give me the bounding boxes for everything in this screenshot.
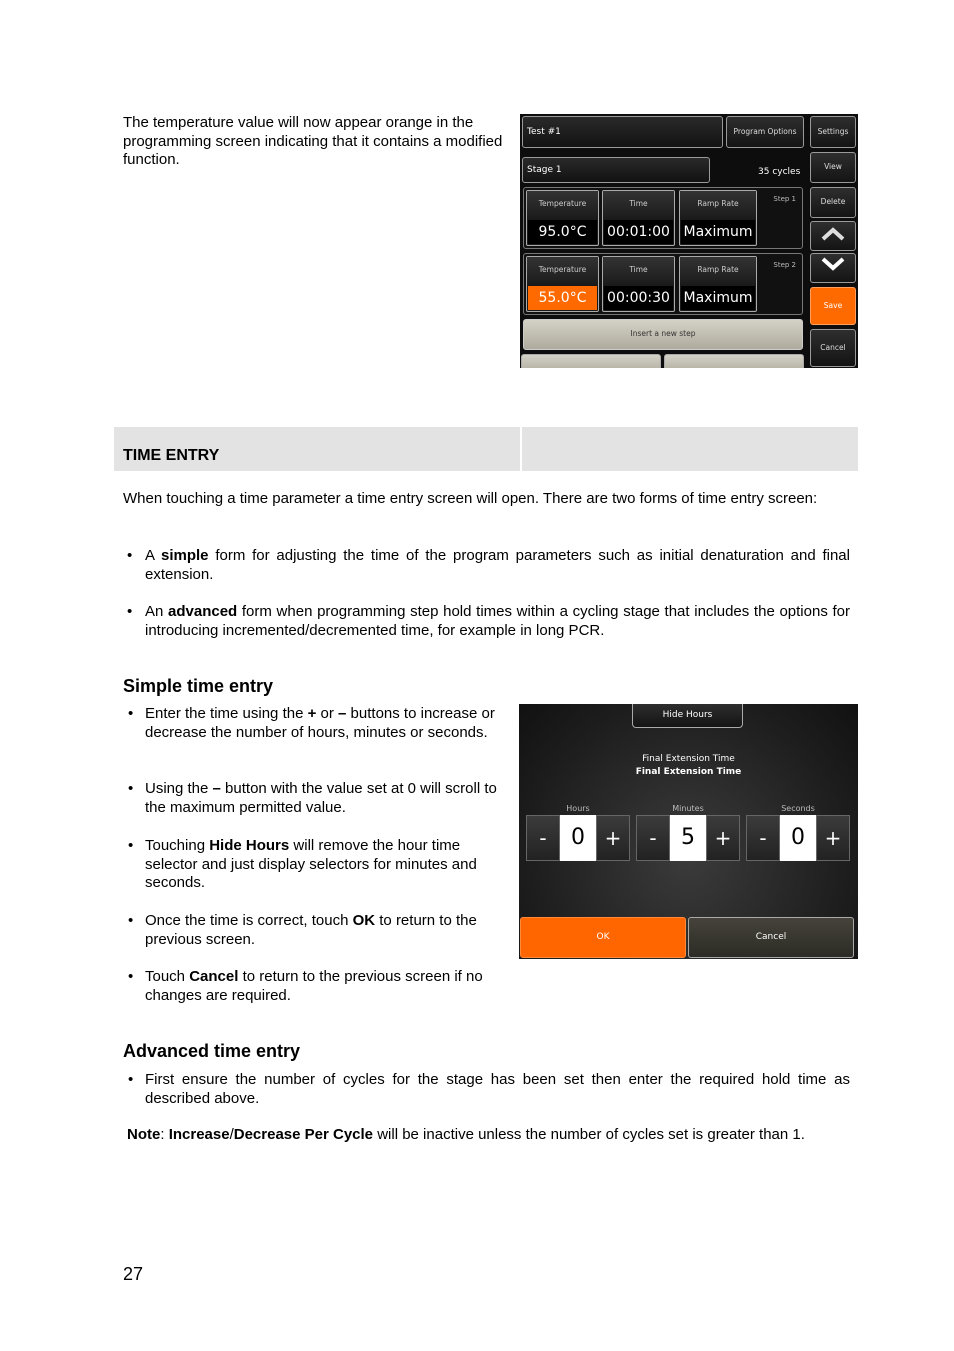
list-item <box>128 912 507 949</box>
seconds-minus-button[interactable]: - <box>746 815 780 861</box>
hide-hours-button[interactable]: Hide Hours <box>632 704 743 728</box>
bullet-text: A simple form for adjusting the time of the program parameters such as initial denaturation and final extension. <box>145 547 850 583</box>
intro-text: The temperature value will now appear orange in the programming screen indicating that it contains a modified function. <box>123 114 503 168</box>
section-header-bar <box>114 427 858 471</box>
bullet-text: Using the – button with the value set at 0 will scroll to the maximum permitted value. <box>145 780 497 816</box>
list-item <box>127 603 850 640</box>
cancel-button[interactable]: Cancel <box>810 329 856 367</box>
cycles-count: 35 cycles <box>758 167 801 177</box>
bullet-text: First ensure the number of cycles for the stage has been set then enter the required hold time as described above. <box>145 1071 850 1107</box>
step-1-tag: Step 1 <box>773 195 796 203</box>
hours-plus-button[interactable]: + <box>596 815 630 861</box>
bullet-dot: • <box>128 912 134 929</box>
temperature-label: Temperature <box>527 191 598 218</box>
temperature-value: 95.0°C <box>528 220 597 244</box>
section-title: TIME ENTRY <box>123 447 220 464</box>
step-2-temperature[interactable] <box>526 256 599 312</box>
program-name-field[interactable]: Test #1 <box>522 116 723 148</box>
list-item <box>127 547 850 584</box>
view-button[interactable]: View <box>810 152 856 183</box>
hours-selector <box>526 815 630 861</box>
cancel-button[interactable]: Cancel <box>688 917 854 958</box>
stage-label[interactable]: Stage 1 <box>522 157 710 183</box>
bullet-dot: • <box>128 780 134 797</box>
minutes-minus-button[interactable]: - <box>636 815 670 861</box>
step-1-ramp-rate[interactable] <box>679 190 757 246</box>
list-item <box>128 1071 850 1108</box>
program-options-button[interactable]: Program Options <box>726 116 804 148</box>
delete-button[interactable]: Delete <box>810 187 856 218</box>
settings-button[interactable]: Settings <box>810 116 856 148</box>
bullet-dot: • <box>128 837 134 854</box>
seconds-plus-button[interactable]: + <box>816 815 850 861</box>
bullet-dot: • <box>128 968 134 985</box>
ramp-rate-value: Maximum <box>681 286 755 310</box>
minutes-selector <box>636 815 740 861</box>
simple-time-entry-heading: Simple time entry <box>123 676 274 696</box>
time-value: 00:01:00 <box>604 220 673 244</box>
scroll-up-button[interactable] <box>810 221 856 251</box>
chevron-down-icon <box>820 256 846 280</box>
bullet-text: Once the time is correct, touch OK to return to the previous screen. <box>145 912 477 948</box>
final-extension-title: Final Extension Time <box>642 754 735 764</box>
bullet-text: Enter the time using the + or – buttons to increase or decrease the number of hours, minutes or seconds. <box>145 705 495 741</box>
step-1-temperature[interactable] <box>526 190 599 246</box>
seconds-label: Seconds <box>781 804 815 813</box>
ramp-rate-label: Ramp Rate <box>680 257 756 284</box>
hours-minus-button[interactable]: - <box>526 815 560 861</box>
list-item <box>128 968 515 1005</box>
programming-screen <box>520 114 858 368</box>
section-header-divider <box>520 427 522 471</box>
list-item <box>128 780 507 817</box>
ramp-rate-value: Maximum <box>681 220 755 244</box>
time-label: Time <box>603 257 674 284</box>
minutes-value: 5 <box>670 815 706 861</box>
ok-button[interactable]: OK <box>520 917 686 958</box>
final-extension-title-bold: Final Extension Time <box>635 767 742 777</box>
insert-step-button[interactable]: Insert a new step <box>523 319 803 350</box>
seconds-selector <box>746 815 850 861</box>
temperature-value-modified: 55.0°C <box>528 286 597 310</box>
hours-value: 0 <box>560 815 596 861</box>
bullet-dot: • <box>127 547 133 564</box>
hours-label: Hours <box>566 804 590 813</box>
step-2-tag: Step 2 <box>773 261 796 269</box>
bullet-text: Touch Cancel to return to the previous screen if no changes are required. <box>145 968 483 1004</box>
minutes-label: Minutes <box>672 804 704 813</box>
bullet-text: An advanced form when programming step hold times within a cycling stage that includes the options for introducing incremented/decremented time, for example in long PCR. <box>145 603 850 639</box>
temperature-label: Temperature <box>527 257 598 284</box>
bullet-dot: • <box>127 603 133 620</box>
chevron-up-icon <box>820 226 846 247</box>
time-label: Time <box>603 191 674 218</box>
scroll-down-button[interactable] <box>810 253 856 283</box>
bullet-dot: • <box>128 705 134 722</box>
time-value: 00:00:30 <box>604 286 673 310</box>
save-button[interactable]: Save <box>810 287 856 325</box>
bottom-button-partial-left[interactable] <box>521 354 661 368</box>
bullet-text: Touching Hide Hours will remove the hour time selector and just display selectors for minutes and seconds. <box>145 837 477 891</box>
step-2-panel <box>523 253 803 315</box>
advanced-time-entry-heading: Advanced time entry <box>123 1041 301 1061</box>
step-2-time[interactable] <box>602 256 675 312</box>
ramp-rate-label: Ramp Rate <box>680 191 756 218</box>
seconds-value: 0 <box>780 815 816 861</box>
note-text: Note: Increase/Decrease Per Cycle will be inactive unless the number of cycles set is greater than 1. <box>127 1126 805 1143</box>
minutes-plus-button[interactable]: + <box>706 815 740 861</box>
list-item <box>128 705 507 742</box>
list-item <box>128 837 507 893</box>
step-1-panel <box>523 187 803 249</box>
section-intro: When touching a time parameter a time entry screen will open. There are two forms of time entry screen: <box>123 490 818 507</box>
step-1-time[interactable] <box>602 190 675 246</box>
bullet-dot: • <box>128 1071 134 1088</box>
step-2-ramp-rate[interactable] <box>679 256 757 312</box>
time-entry-screen <box>519 704 858 959</box>
bottom-button-partial-right[interactable] <box>664 354 804 368</box>
page-number: 27 <box>123 1264 144 1284</box>
